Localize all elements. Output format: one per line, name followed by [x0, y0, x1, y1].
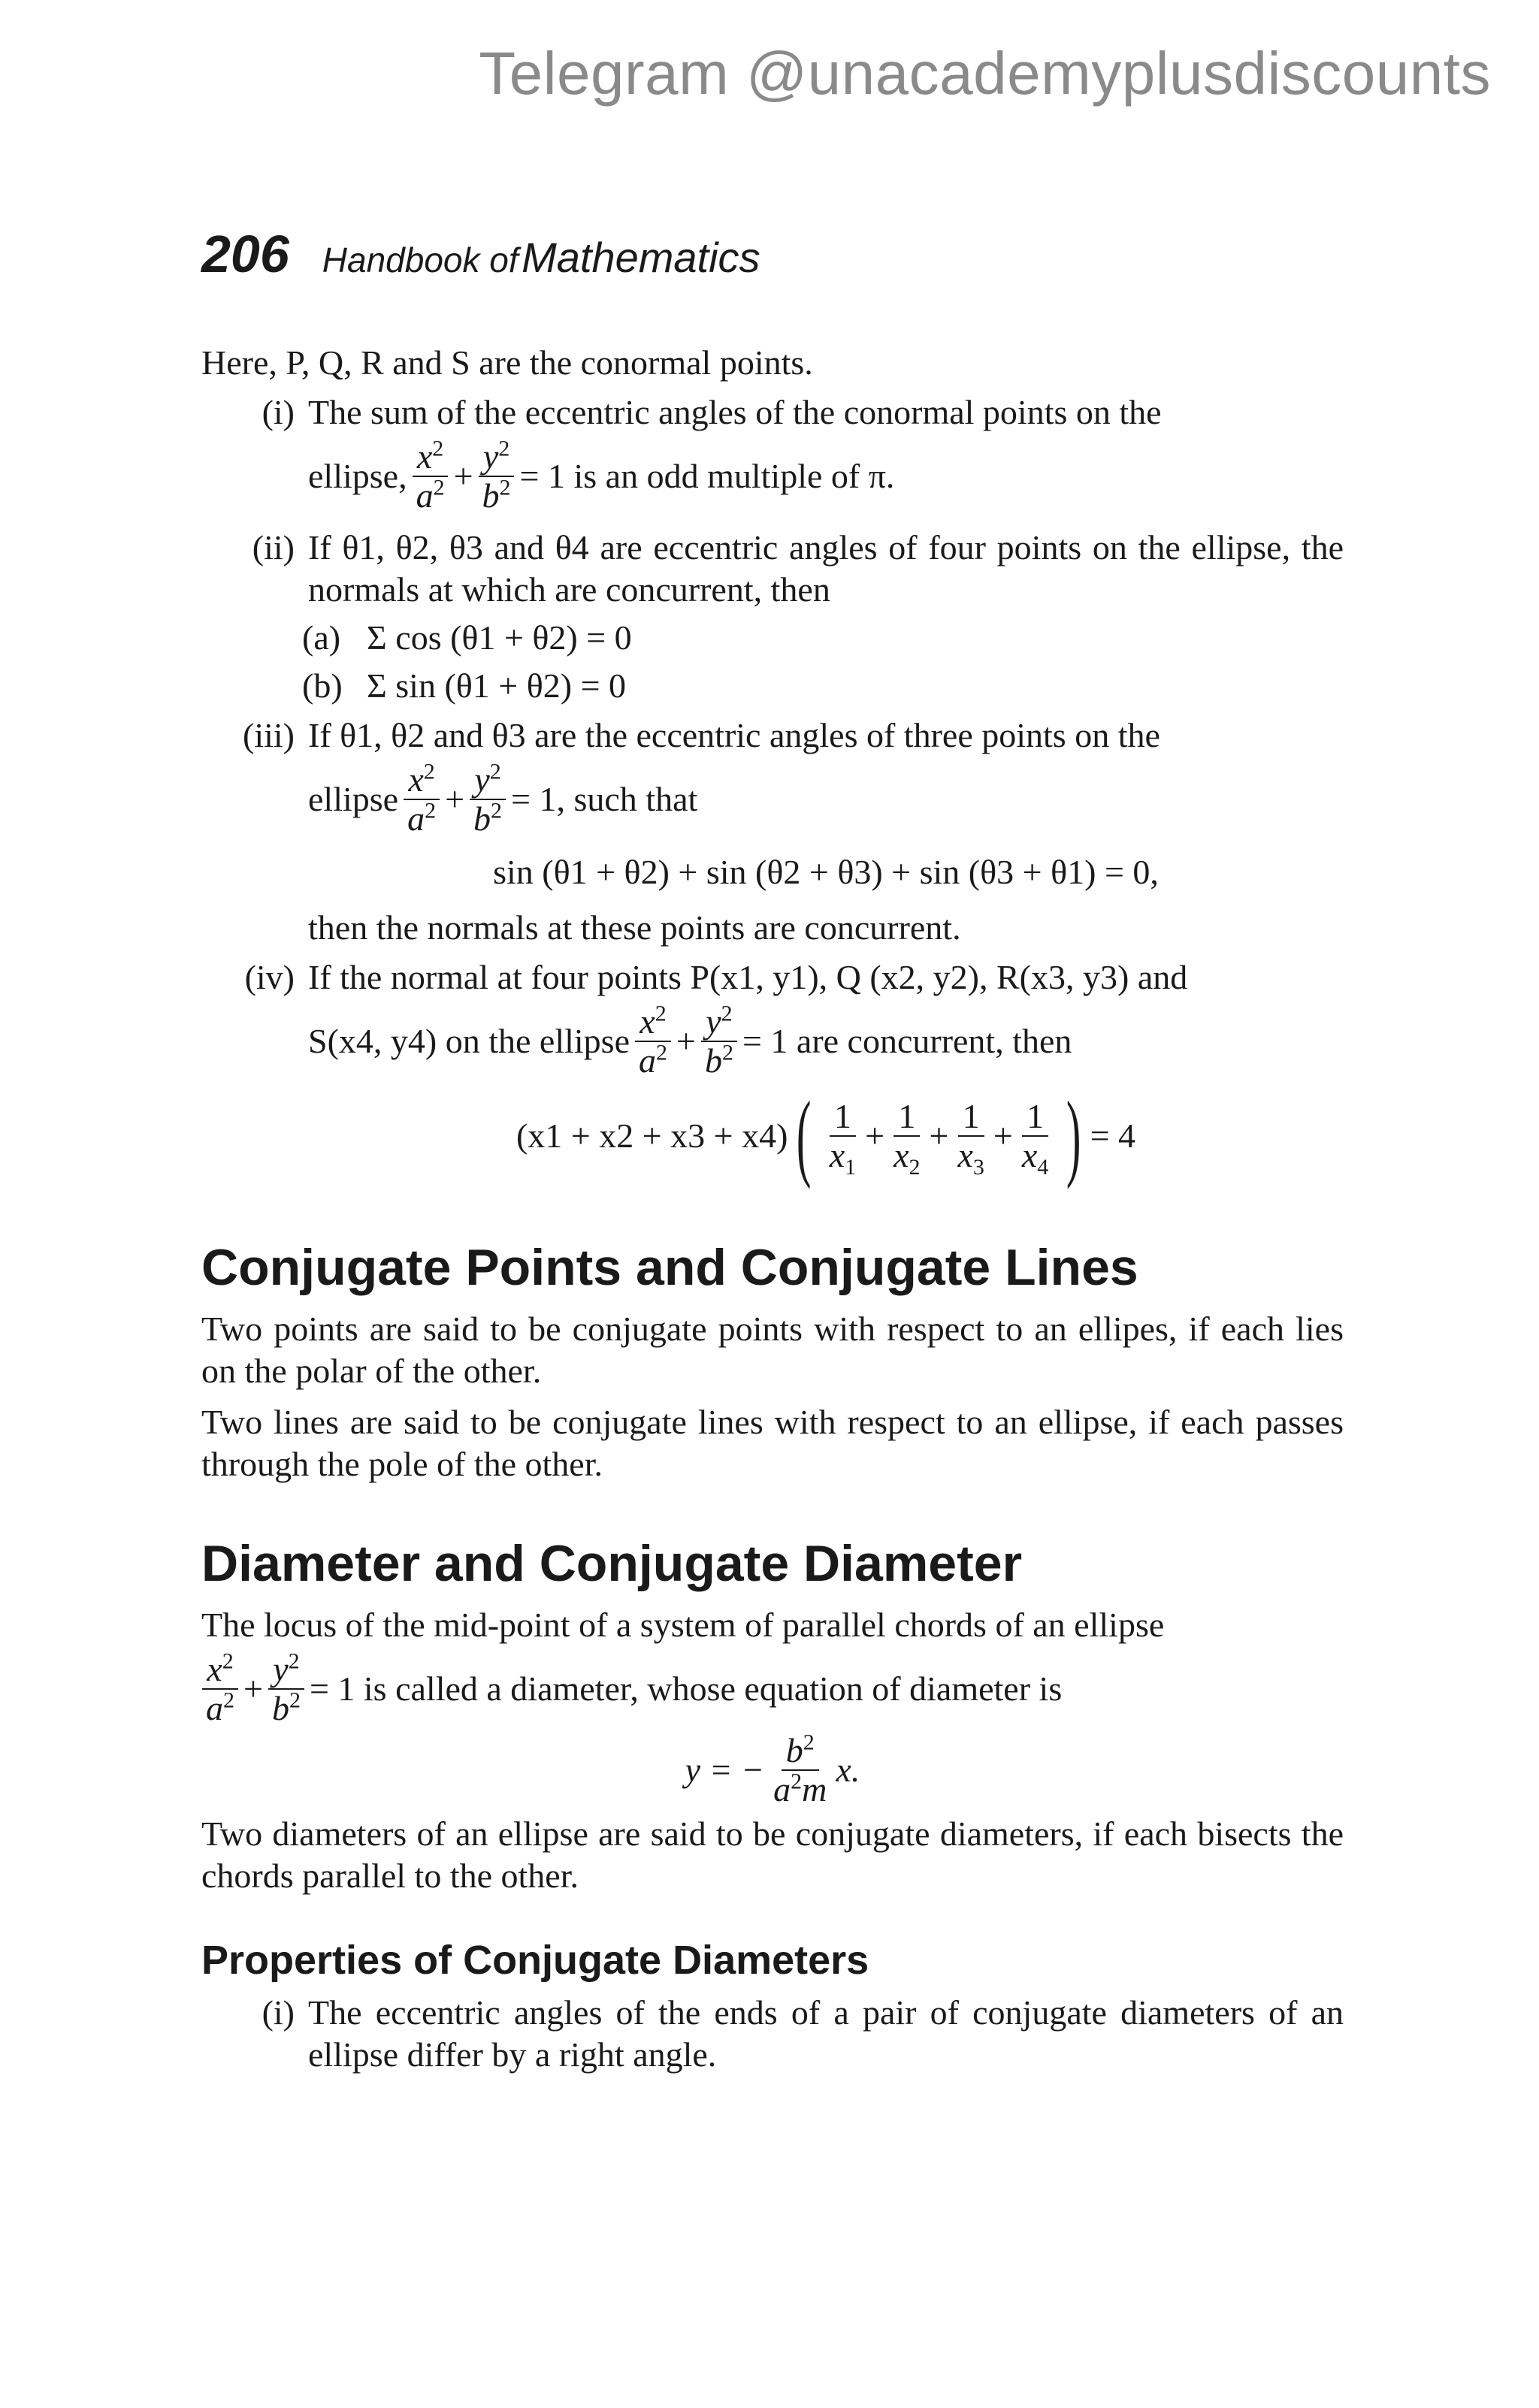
- item-text: = 1, such that: [511, 780, 698, 818]
- sub-item-text: Σ sin (θ1 + θ2) = 0: [367, 666, 627, 705]
- item-text: If θ1, θ2 and θ3 are the eccentric angles of three points on the: [308, 716, 1160, 754]
- list-item: [201, 956, 1344, 1189]
- sub-item-label: (a): [302, 618, 341, 657]
- equation-right: x.: [836, 1751, 860, 1789]
- sub-item-text: Σ cos (θ1 + θ2) = 0: [367, 618, 632, 657]
- sub-item: [201, 665, 1344, 707]
- item-text: ellipse,: [308, 457, 407, 495]
- fraction: $\frac{y^2}{b^2}$: [700, 1003, 738, 1080]
- list-item: [201, 1992, 1344, 2076]
- section-heading: Diameter and Conjugate Diameter: [201, 1535, 1023, 1592]
- item-text: ellipse: [308, 780, 399, 818]
- item-text: then the normals at these points are concurrent.: [308, 908, 961, 947]
- watermark: Telegram @unacademyplusdiscounts: [479, 40, 1491, 107]
- ellipse-equation-line: ellipse $\frac{x^2}{a^2}$ + $\frac{y^2}{b^2}$ = 1, such that: [308, 759, 698, 838]
- display-equation: (x1 + x2 + x3 + x4) ( $\frac{1}{x_1}$ + $\frac{1}{x_2}$ + $\frac{1}{x_3}$ + $\frac{1}{x_4}$ ) = 4: [516, 1082, 1136, 1190]
- ellipse-equation-line: $\frac{x^2}{a^2}$ + $\frac{y^2}{b^2}$ = 1 is called a diameter, whose equation of diameter is: [201, 1651, 1344, 1727]
- running-header: [201, 224, 760, 284]
- list-item: [201, 391, 1344, 519]
- fraction: $\frac{y^2}{b^2}$: [478, 438, 516, 515]
- fraction: $\frac{1}{x_4}$: [1021, 1097, 1049, 1180]
- fraction: $\frac{y^2}{b^2}$: [469, 761, 506, 838]
- intro-paragraph: Here, P, Q, R and S are the conormal points.: [201, 343, 813, 382]
- book-title: [322, 233, 760, 282]
- paragraph: Two points are said to be conjugate points with respect to an ellipes, if each lies on the polar of the other.: [201, 1310, 1344, 1390]
- subsection-heading: Properties of Conjugate Diameters: [201, 1938, 869, 1983]
- list-item: [201, 527, 1344, 611]
- item-text: The eccentric angles of the ends of a pair of conjugate diameters of an ellipse differ by a right angle.: [308, 1993, 1344, 2074]
- fraction: $\frac{1}{x_1}$: [829, 1097, 857, 1180]
- item-label: (iii): [243, 716, 295, 754]
- book-title-prefix: Handbook of: [322, 240, 519, 279]
- fraction: $\frac{x^2}{a^2}$: [412, 438, 449, 515]
- item-text: The sum of the eccentric angles of the conormal points on the: [308, 393, 1162, 431]
- item-text: If the normal at four points P(x1, y1), Q (x2, y2), R(x3, y3) and: [308, 958, 1188, 996]
- list-item: [201, 715, 1344, 949]
- fraction: $\frac{b^2}{a^2m}$: [773, 1730, 827, 1808]
- item-label: (iv): [244, 958, 295, 996]
- display-equation: sin (θ1 + θ2) + sin (θ2 + θ3) + sin (θ3 + θ1) = 0,: [493, 853, 1159, 891]
- page-number: 206: [201, 225, 289, 283]
- fraction: $\frac{1}{x_2}$: [893, 1097, 921, 1180]
- section-heading: Conjugate Points and Conjugate Lines: [201, 1239, 1138, 1296]
- fraction: $\frac{1}{x_3}$: [957, 1097, 984, 1180]
- item-label: (i): [262, 1993, 295, 2032]
- paragraph: Two lines are said to be conjugate lines with respect to an ellipse, if each passes through the pole of the other.: [201, 1403, 1344, 1483]
- paragraph: = 1 is called a diameter, whose equation of diameter is: [309, 1669, 1063, 1708]
- paragraph: The locus of the mid-point of a system of parallel chords of an ellipse: [201, 1606, 1165, 1644]
- sub-item-label: (b): [302, 666, 343, 705]
- item-label: (i): [262, 393, 295, 431]
- page-body: [201, 342, 1344, 2076]
- ellipse-equation-line: ellipse, $\frac{x^2}{a^2}$ + $\frac{y^2}{b^2}$ = 1 is an odd multiple of π.: [308, 436, 895, 515]
- fraction: $\frac{x^2}{a^2}$: [634, 1003, 672, 1080]
- display-equation: [201, 1732, 1344, 1808]
- item-text: = 1 are concurrent, then: [742, 1022, 1072, 1060]
- paragraph: Two diameters of an ellipse are said to be conjugate diameters, if each bisects the chords parallel to the other.: [201, 1814, 1344, 1895]
- ellipse-equation-line: S(x4, y4) on the ellipse $\frac{x^2}{a^2}$ + $\frac{y^2}{b^2}$ = 1 are concurrent, then: [308, 1001, 1072, 1080]
- equation-left: (x1 + x2 + x3 + x4): [516, 1116, 788, 1155]
- equation-left: y = −: [685, 1751, 765, 1789]
- sub-item: [201, 617, 1344, 659]
- item-text: S(x4, y4) on the ellipse: [308, 1022, 630, 1060]
- item-text: = 1 is an odd multiple of π.: [519, 457, 895, 495]
- equation-right: = 4: [1090, 1116, 1136, 1155]
- fraction: $\frac{y^2}{b^2}$: [268, 1651, 305, 1727]
- fraction: $\frac{x^2}{a^2}$: [201, 1651, 239, 1727]
- book-title-main: Mathematics: [522, 234, 760, 281]
- item-label: (ii): [252, 528, 295, 566]
- fraction: $\frac{x^2}{a^2}$: [403, 761, 440, 838]
- item-text: If θ1, θ2, θ3 and θ4 are eccentric angles of four points on the ellipse, the normals at which are concurrent, then: [308, 528, 1344, 609]
